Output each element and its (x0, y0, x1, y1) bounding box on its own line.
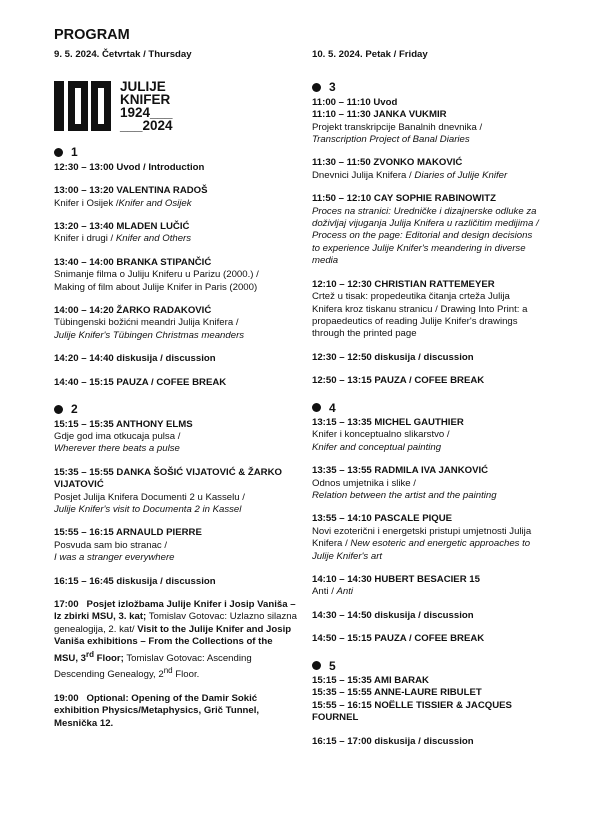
session-5-header: 5 (312, 660, 542, 672)
bullet-icon (54, 405, 63, 414)
program-item: 15:15 – 15:35 ANTHONY ELMS Gdje god ima otkucaja pulsa / Wherever there beats a pulse (54, 418, 193, 455)
evening-event-2: 19:00 Optional: Opening of the Damir Sokić exhibition Physics/Metaphysics, Grič Tunnel, Mesnička 12. (54, 692, 260, 729)
logo-text: JULIJE KNIFER 1924___ ___2024 (120, 78, 173, 133)
program-item: 12:50 – 13:15 PAUZA / COFEE BREAK (312, 375, 485, 387)
day-header: 9. 5. 2024. Četvrtak / Thursday (54, 49, 192, 60)
program-item: 15:55 – 16:15 ARNAULD PIERRE Posvuda sam bio stranac / I was a stranger everywhere (54, 527, 202, 564)
day-friday-column (312, 49, 542, 759)
program-item: 13:55 – 14:10 PASCALE PIQUE Novi ezoterični i energetski pristupi umjetnosti Julija Knifera / New esoteric and energetic approaches to Julije Knifer's art (312, 513, 532, 562)
program-item: 13:20 – 13:40 MLADEN LUČIĆ Knifer i drugi / Knifer and Others (54, 221, 192, 245)
program-item: 14:10 – 14:30 HUBERT BESACIER 15 Anti / Anti (312, 574, 480, 598)
program-item: 12:30 – 13:00 Uvod / Introduction (54, 161, 205, 173)
program-item: 13:15 – 13:35 MICHEL GAUTHIER Knifer i konceptualno slikarstvo / Knifer and conceptual painting (312, 416, 464, 453)
logo-100-mark (54, 81, 114, 131)
program-item: 14:30 – 14:50 diskusija / discussion (312, 609, 474, 621)
session-2-header: 2 (54, 403, 299, 415)
session-4-header: 4 (312, 402, 542, 414)
program-item: 14:00 – 14:20 ŽARKO RADAKOVIĆ Tübingenski božićni meandri Julija Knifera / Julije Knifer's Tübingen Christmas meanders (54, 305, 245, 341)
program-item: 15:35 – 15:55 DANKA ŠOŠIĆ VIJATOVIĆ & ŽARKO VIJATOVIĆ Posjet Julija Knifera Documenti 2 u Kasselu / Julije Knifer's visit to Documenta 2 in Kassel (54, 466, 283, 515)
program-item: 16:15 – 17:00 diskusija / discussion (312, 735, 474, 747)
program-item: 12:10 – 12:30 CHRISTIAN RATTEMEYER Crtež u tisak: propedeutika čitanja crteža Julija Knifera kroz tiskanu stranicu / Drawing Into Print: a propaedeutics of reading Julije Knifer's drawings through the printed page (312, 278, 528, 340)
program-item: 13:35 – 13:55 RADMILA IVA JANKOVIĆ Odnos umjetnika i slike / Relation between the artist and the painting (312, 465, 497, 501)
program-item: 11:30 – 11:50 ZVONKO MAKOVIĆ Dnevnici Julija Knifera / Diaries of Julije Knifer (312, 157, 508, 181)
page-title: PROGRAM (54, 27, 130, 43)
evening-event-1: 17:00 Posjet izložbama Julije Knifer i Josip Vaniša – Iz zbirki MSU, 3. kat; Tomislav Gotovac: Uzlazno silazna genealogija, 2. kat/ Visit to the Julije Knifer and Josip Vaniša exhibitions – From the Collections of the MSU, 3rd Floor; Tomislav Gotovac: Ascending Descending Genealogy, 2nd Floor. (54, 598, 297, 681)
bullet-icon (312, 403, 321, 412)
day-header: 10. 5. 2024. Petak / Friday (312, 49, 428, 60)
day-thursday-column (54, 49, 299, 741)
program-item: 15:15 – 15:35 AMI BARAK 15:35 – 15:55 ANNE-LAURE RIBULET 15:55 – 16:15 NOËLLE TISSIER & JACQUES FOURNEL (312, 675, 512, 724)
program-item: 14:50 – 15:15 PAUZA / COFEE BREAK (312, 633, 485, 645)
session-1-header: 1 (54, 146, 299, 158)
program-item: 16:15 – 16:45 diskusija / discussion (54, 575, 216, 587)
bullet-icon (312, 83, 321, 92)
program-item: 11:00 – 11:10 Uvod 11:10 – 11:30 JANKA VUKMIR Projekt transkripcije Banalnih dnevnika / Transcription Project of Banal Diaries (312, 96, 483, 146)
session-3-header: 3 (312, 81, 542, 93)
program-item: 11:50 – 12:10 CAY SOPHIE RABINOWITZ Proces na stranici: Uredničke i dizajnerske odluke za doživljaj vijuganja Julija Knifera u različitim medijima / Process on the page: Editorial and design decisions to experience Julije Knifer's meandering in diverse media (312, 193, 539, 267)
program-item: 14:20 – 14:40 diskusija / discussion (54, 353, 216, 365)
knifer-100-logo (54, 79, 299, 132)
program-item: 12:30 – 12:50 diskusija / discussion (312, 351, 474, 363)
program-item: 13:40 – 14:00 BRANKA STIPANČIĆ Snimanje filma o Juliju Kniferu u Parizu (2000.) / Making of film about Julije Knifer in Paris (2000) (54, 256, 259, 293)
program-item: 14:40 – 15:15 PAUZA / COFEE BREAK (54, 376, 227, 388)
bullet-icon (312, 661, 321, 670)
program-item: 13:00 – 13:20 VALENTINA RADOŠ Knifer i Osijek /Knifer and Osijek (54, 185, 208, 209)
bullet-icon (54, 148, 63, 157)
